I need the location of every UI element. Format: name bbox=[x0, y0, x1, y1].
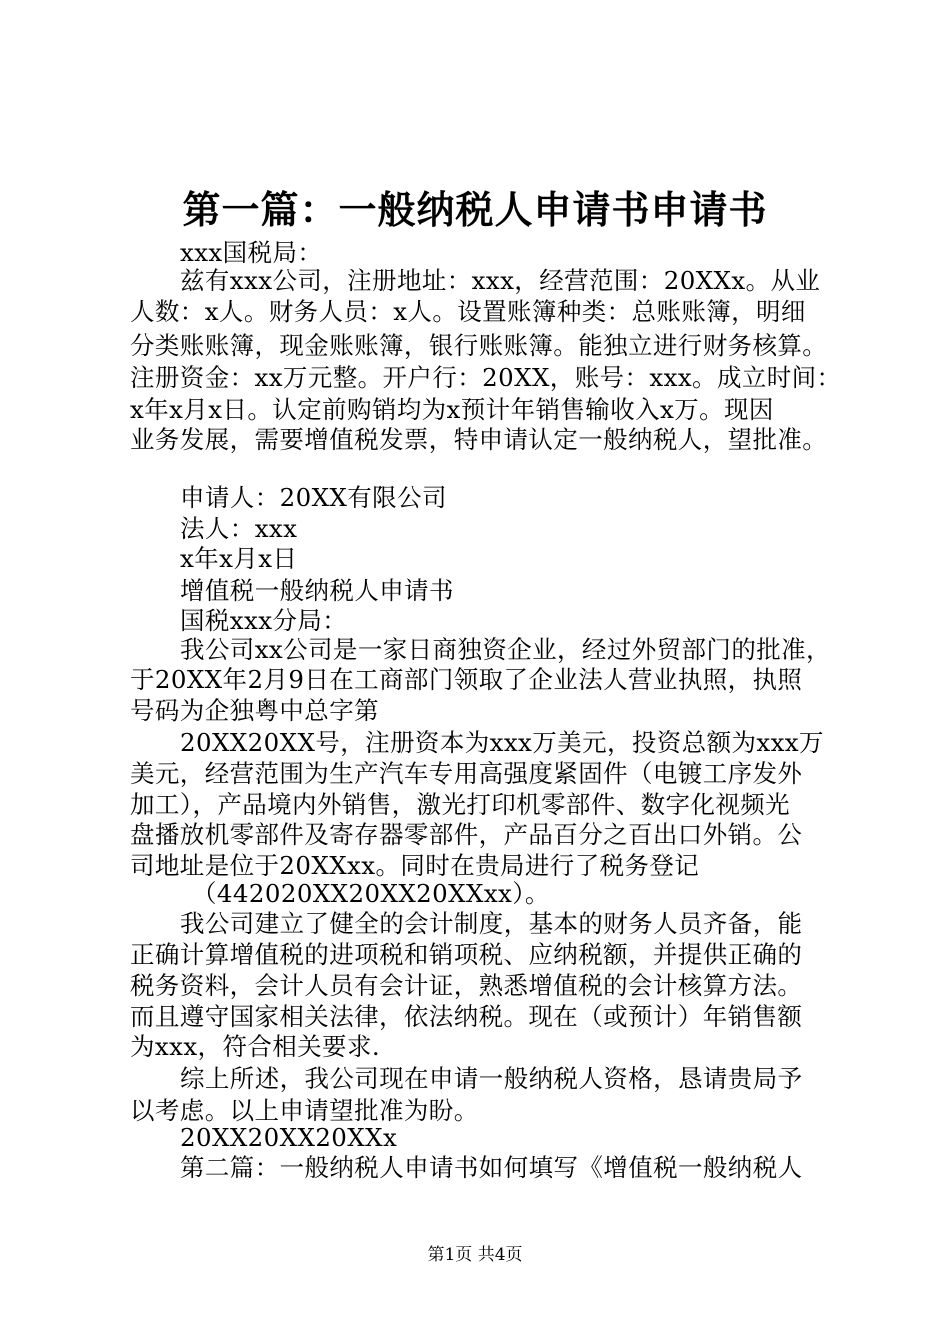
body-line: 业务发展，需要增值税发票，特申请认定一般纳税人，望批准。 bbox=[130, 425, 828, 454]
legal-person-line: 法人：xxx bbox=[180, 514, 298, 543]
body-line: 我公司建立了健全的会计制度，基本的财务人员齐备，能 bbox=[180, 909, 803, 938]
body-line: 司地址是位于20XXxx。同时在贵局进行了税务登记 bbox=[130, 851, 700, 880]
addressee-line: 国税xxx分局： bbox=[180, 606, 348, 635]
body-line: 于20XX年2月9日在工商部门领取了企业法人营业执照，执照 bbox=[130, 665, 803, 694]
body-line: x年x月x日。认定前购销均为x预计年销售输收入x万。现因 bbox=[130, 395, 774, 424]
body-line: 注册资金：xx万元整。开户行：20XX，账号：xxx。成立时间： bbox=[130, 363, 842, 392]
addressee-line: xxx国税局： bbox=[180, 238, 323, 267]
body-line: 正确计算增值税的进项税和销项税、应纳税额，并提供正确的 bbox=[130, 940, 803, 969]
body-line: 号码为企独粤中总字第 bbox=[130, 696, 379, 725]
applicant-line: 申请人：20XX有限公司 bbox=[180, 483, 447, 512]
body-line: 20XX20XX号，注册资本为xxx万美元，投资总额为xxx万 bbox=[180, 728, 824, 757]
body-line: 为xxx，符合相关要求. bbox=[130, 1032, 381, 1061]
section-heading: 第二篇：一般纳税人申请书如何填写《增值税一般纳税人 bbox=[180, 1153, 803, 1182]
body-line: 我公司xx公司是一家日商独资企业，经过外贸部门的批准， bbox=[180, 635, 831, 664]
body-line: 税务资料，会计人员有会计证，熟悉增值税的会计核算方法。 bbox=[130, 971, 803, 1000]
body-line: 美元，经营范围为生产汽车专用高强度紧固件（电镀工序发外 bbox=[130, 759, 803, 788]
date-line: x年x月x日 bbox=[180, 544, 298, 573]
document-title: 第一篇：一般纳税人申请书申请书 bbox=[182, 187, 768, 232]
body-line: 而且遵守国家相关法律，依法纳税。现在（或预计）年销售额 bbox=[130, 1002, 803, 1031]
body-line: 以考虑。以上申请望批准为盼。 bbox=[130, 1096, 479, 1125]
body-line: 盘播放机零部件及寄存器零部件，产品百分之百出口外销。公 bbox=[130, 820, 803, 849]
body-line: 加工），产品境内外销售，激光打印机零部件、数字化视频光 bbox=[130, 790, 791, 819]
body-line: （442020XX20XX20XXxx）。 bbox=[192, 879, 550, 908]
body-line: 分类账账簿，现金账账簿，银行账账簿。能独立进行财务核算。 bbox=[130, 331, 828, 360]
page-footer: 第1页 共4页 bbox=[427, 1245, 523, 1265]
body-line: 20XX20XX20XXx bbox=[180, 1123, 398, 1152]
body-line: 兹有xxx公司，注册地址：xxx，经营范围：20XXx。从业 bbox=[180, 266, 821, 295]
section-heading: 增值税一般纳税人申请书 bbox=[180, 576, 454, 605]
body-line: 综上所述，我公司现在申请一般纳税人资格，恳请贵局予 bbox=[180, 1064, 803, 1093]
body-line: 人数：x人。财务人员：x人。设置账簿种类：总账账簿，明细 bbox=[130, 297, 806, 326]
